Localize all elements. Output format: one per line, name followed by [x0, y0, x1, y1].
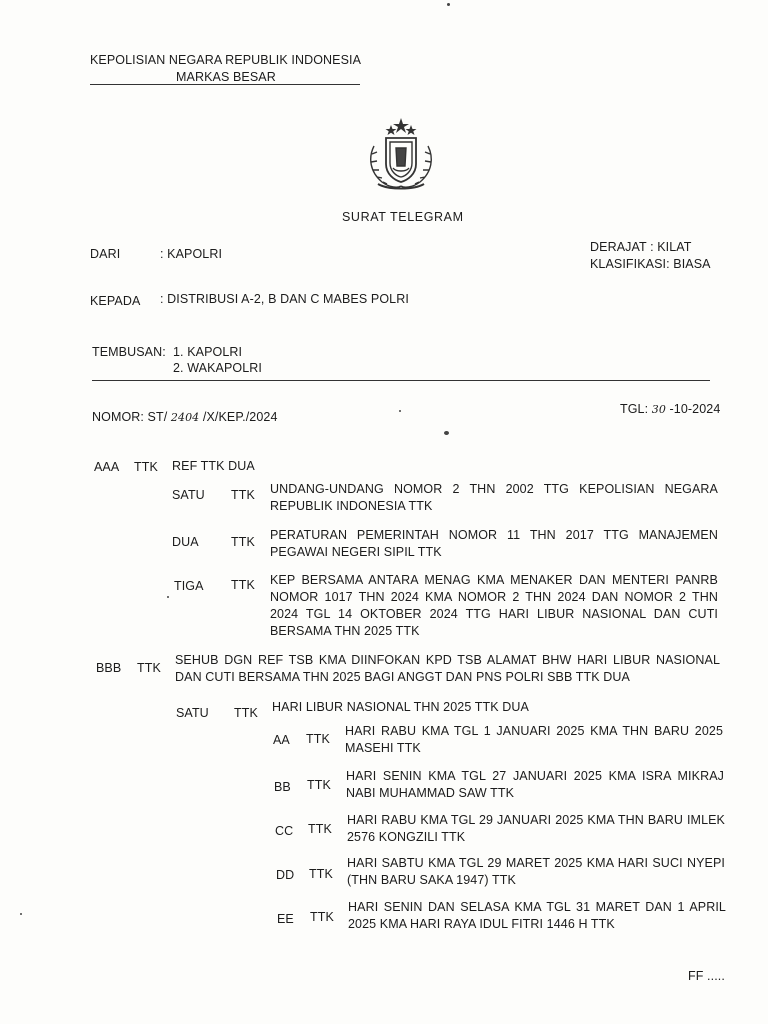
org-unit: MARKAS BESAR: [176, 70, 276, 84]
section-code: AAA: [94, 460, 120, 474]
tgl-suffix: -10-2024: [669, 402, 721, 416]
ref-text: UNDANG-UNDANG NOMOR 2 THN 2002 TTG KEPOLISIAN NEGARA REPUBLIK INDONESIA TTK: [270, 482, 718, 513]
nomor-suffix: /X/KEP./2024: [202, 410, 278, 424]
tembusan-item: 1. KAPOLRI: [173, 345, 243, 359]
ttk-marker: TTK: [234, 706, 258, 720]
ref-code: DUA: [172, 535, 199, 549]
dari-label: DARI: [90, 247, 121, 261]
holiday-text: HARI SABTU KMA TGL 29 MARET 2025 KMA HARI SUCI NYEPI (THN BARU SAKA 1947) TTK: [347, 856, 725, 887]
holiday-code: EE: [277, 912, 294, 926]
tgl-handwritten: 30: [651, 403, 666, 416]
ref-code: TIGA: [174, 579, 204, 593]
subsection-text: HARI LIBUR NASIONAL THN 2025 TTK DUA: [272, 700, 529, 714]
holiday-code: AA: [273, 733, 290, 747]
holiday-code: DD: [276, 868, 295, 882]
section-text: REF TTK DUA: [172, 459, 255, 473]
ref-code: SATU: [172, 488, 205, 502]
scan-speck: [444, 431, 449, 435]
ttk-marker: TTK: [309, 867, 333, 881]
ttk-marker: TTK: [231, 488, 255, 502]
meta-divider: [92, 380, 710, 381]
holiday-code: BB: [274, 780, 291, 794]
nomor: [92, 410, 278, 424]
polri-emblem-icon: [360, 116, 442, 194]
kepada-value: : DISTRIBUSI A-2, B DAN C MABES POLRI: [160, 292, 409, 306]
tanggal: [620, 402, 720, 416]
holiday-text: HARI SENIN KMA TGL 27 JANUARI 2025 KMA ISRA MIKRAJ NABI MUHAMMAD SAW TTK: [346, 769, 724, 800]
tembusan-item: 2. WAKAPOLRI: [173, 361, 262, 375]
continuation-marker: FF .....: [688, 969, 725, 983]
tembusan-label: TEMBUSAN:: [92, 345, 166, 359]
holiday-text: HARI RABU KMA TGL 1 JANUARI 2025 KMA THN BARU 2025 MASEHI TTK: [345, 724, 723, 755]
document-title: SURAT TELEGRAM: [342, 210, 464, 224]
nomor-prefix: NOMOR: ST/: [92, 410, 168, 424]
holiday-code: CC: [275, 824, 294, 838]
ttk-marker: TTK: [231, 578, 255, 592]
holiday-text: HARI RABU KMA TGL 29 JANUARI 2025 KMA THN BARU IMLEK 2576 KONGZILI TTK: [347, 813, 725, 844]
scan-speck: [167, 596, 169, 598]
ttk-marker: TTK: [134, 460, 158, 474]
kepada-label: KEPADA: [90, 294, 141, 308]
ttk-marker: TTK: [307, 778, 331, 792]
ref-text: KEP BERSAMA ANTARA MENAG KMA MENAKER DAN MENTERI PANRB NOMOR 1017 THN 2024 KMA NOMOR 2 THN 2024 DAN NOMOR 2 THN 2024 TGL 14 OKTOBER 2024 TTG HARI LIBUR NASIONAL DAN CUTI BERSAMA THN 2025 TTK: [270, 573, 718, 638]
tgl-prefix: TGL:: [620, 402, 649, 416]
subsection-code: SATU: [176, 706, 209, 720]
ref-text: PERATURAN PEMERINTAH NOMOR 11 THN 2017 TTG MANAJEMEN PEGAWAI NEGERI SIPIL TTK: [270, 528, 718, 559]
nomor-handwritten: 2404: [170, 411, 200, 424]
header-divider: [90, 84, 360, 85]
section-code: BBB: [96, 661, 122, 675]
dari-value: : KAPOLRI: [160, 247, 223, 261]
holiday-text: HARI SENIN DAN SELASA KMA TGL 31 MARET DAN 1 APRIL 2025 KMA HARI RAYA IDUL FITRI 1446 H TTK: [348, 900, 726, 931]
ttk-marker: TTK: [306, 732, 330, 746]
derajat: DERAJAT : KILAT: [590, 240, 692, 254]
klasifikasi: KLASIFIKASI: BIASA: [590, 257, 711, 271]
org-name: KEPOLISIAN NEGARA REPUBLIK INDONESIA: [90, 53, 362, 67]
scan-speck: [399, 410, 401, 412]
ttk-marker: TTK: [310, 910, 334, 924]
section-text: SEHUB DGN REF TSB KMA DIINFOKAN KPD TSB ALAMAT BHW HARI LIBUR NASIONAL DAN CUTI BERSAMA THN 2025 BAGI ANGGT DAN PNS POLRI SBB TTK DUA: [175, 653, 720, 684]
scan-speck: [447, 3, 450, 6]
ttk-marker: TTK: [231, 535, 255, 549]
scan-speck: [20, 913, 22, 915]
ttk-marker: TTK: [137, 661, 161, 675]
ttk-marker: TTK: [308, 822, 332, 836]
